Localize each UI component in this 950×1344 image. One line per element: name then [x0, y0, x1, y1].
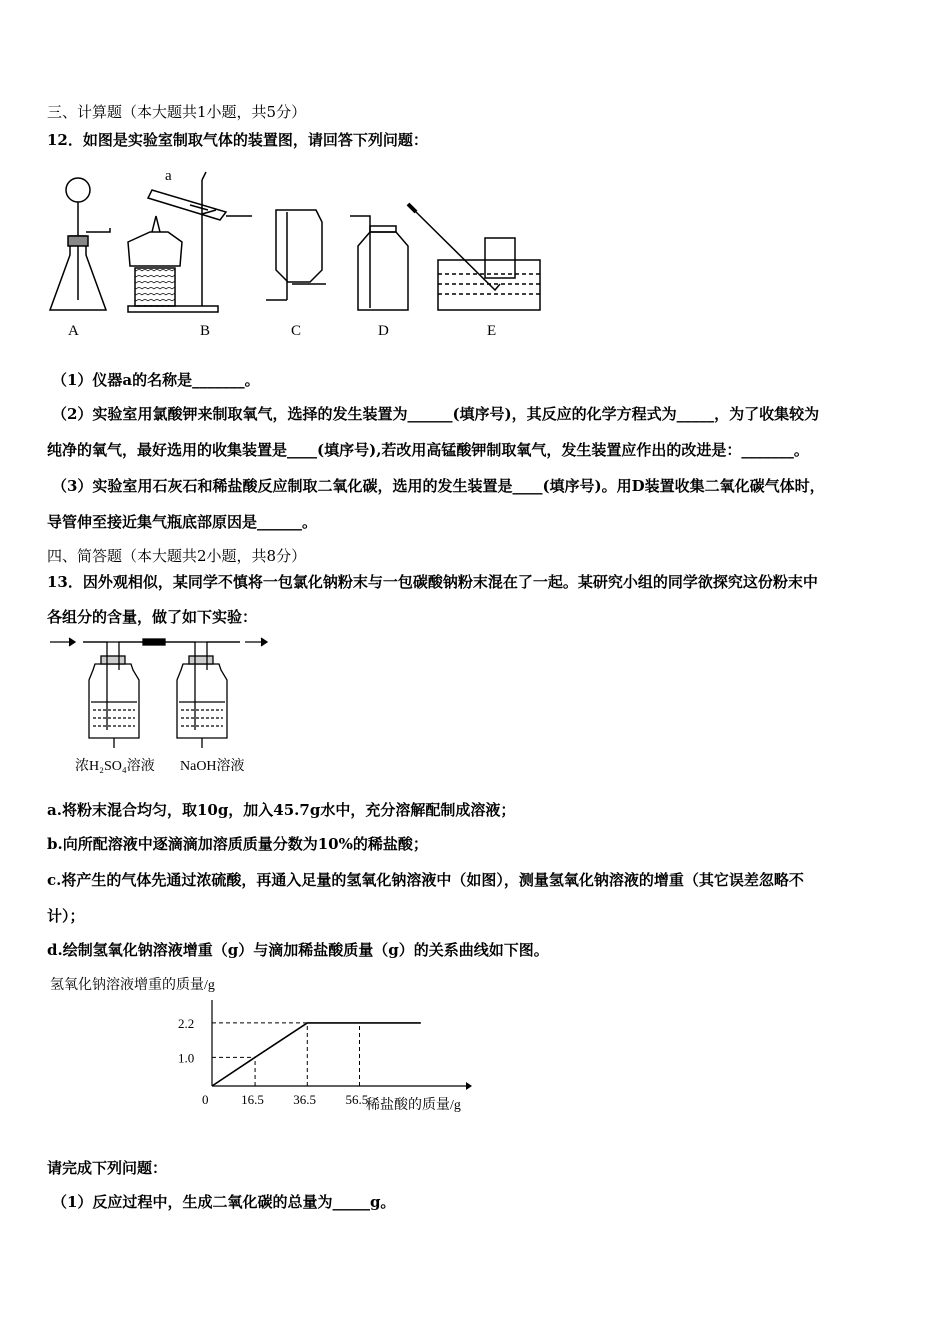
prompt: 请完成下列问题： — [47, 1159, 168, 1177]
apparatus-label-d: D — [378, 323, 389, 339]
step-d: d.绘制氢氧化钠溶液增重（g）与滴加稀盐酸质量（g）的关系曲线如下图。 — [47, 941, 549, 959]
instrument-a-label: a — [165, 168, 172, 184]
apparatus-d-upward-bottle — [350, 216, 408, 310]
chart-y-tick-label-1: 2.2 — [178, 1015, 195, 1031]
apparatus-label-a: A — [68, 323, 79, 339]
section-3-heading: 三、计算题（本大题共1小题，共5分） — [47, 103, 307, 121]
question-13-stem-line2: 各组分的含量，做了如下实验： — [47, 608, 258, 626]
q12-sub2-line2: 纯净的氧气，最好选用的收集装置是____(填序号),若改用高锰酸钾制取氧气，发生装置应作出的改进是：_______。 — [47, 441, 809, 459]
chart-origin-label: 0 — [202, 1092, 209, 1107]
chart-x-tick-label-0: 16.5 — [241, 1092, 264, 1107]
q12-sub3-line2: 导管伸至接近集气瓶底部原因是______。 — [47, 513, 318, 531]
q13-sub1: （1）反应过程中，生成二氧化碳的总量为_____g。 — [52, 1193, 396, 1211]
apparatus-c-downward-bottle — [266, 210, 326, 300]
apparatus-figure — [40, 160, 560, 350]
question-12-stem: 12．如图是实验室制取气体的装置图，请回答下列问题： — [47, 131, 428, 149]
apparatus-label-b: B — [200, 323, 211, 339]
apparatus-b-heating-tube — [128, 172, 252, 312]
step-a: a.将粉末混合均匀，取10g，加入45.7g水中，充分溶解配制成溶液； — [47, 801, 516, 819]
chart-y-axis-label: 氢氧化钠溶液增重的质量/g — [50, 978, 215, 993]
section-4-heading: 四、简答题（本大题共2小题，共8分） — [47, 547, 307, 565]
q12-sub3-line1: （3）实验室用石灰石和稀盐酸反应制取二氧化碳，选用的发生装置是____(填序号)。用D装置收集二氧化碳气体时， — [52, 477, 825, 495]
chart-y-tick-label-0: 1.0 — [178, 1050, 195, 1066]
bottle-sulfuric-acid — [83, 642, 143, 748]
step-c-line1: c.将产生的气体先通过浓硫酸，再通入足量的氢氧化钠溶液中（如图），测量氢氧化钠溶液的增重（其它误差忽略不 — [47, 871, 804, 889]
step-c-line2: 计）； — [47, 907, 85, 925]
apparatus-e-water-trough — [408, 204, 540, 310]
apparatus-label-e: E — [487, 323, 497, 339]
q12-sub1: （1）仪器a的名称是_______。 — [52, 371, 260, 389]
gas-washing-bottles-figure — [45, 630, 275, 755]
bottle-sodium-hydroxide — [165, 642, 240, 748]
chart-x-axis-label: 稀盐酸的质量/g — [366, 1098, 461, 1113]
apparatus-label-c: C — [291, 323, 302, 339]
question-13-stem-line1: 13．因外观相似，某同学不慎将一包氯化钠粉末与一包碳酸钠粉末混在了一起。某研究小组的同学欲探究这份粉末中 — [47, 573, 818, 591]
bottle-1-label: 浓H₂SO₄溶液 — [75, 759, 155, 774]
chart-series-line — [212, 1023, 421, 1086]
chart-x-tick-label-1: 36.5 — [293, 1092, 317, 1107]
step-b: b.向所配溶液中逐滴滴加溶质质量分数为10%的稀盐酸； — [47, 835, 428, 853]
apparatus-a-flask — [50, 178, 110, 310]
bottle-2-label: NaOH溶液 — [180, 759, 245, 774]
q12-sub2-line1: （2）实验室用氯酸钾来制取氧气，选择的发生装置为______(填序号)，其反应的化学方程式为_____，为了收集较为 — [52, 405, 820, 423]
chart-x-tick-label-2: 56.5 — [345, 1092, 369, 1107]
